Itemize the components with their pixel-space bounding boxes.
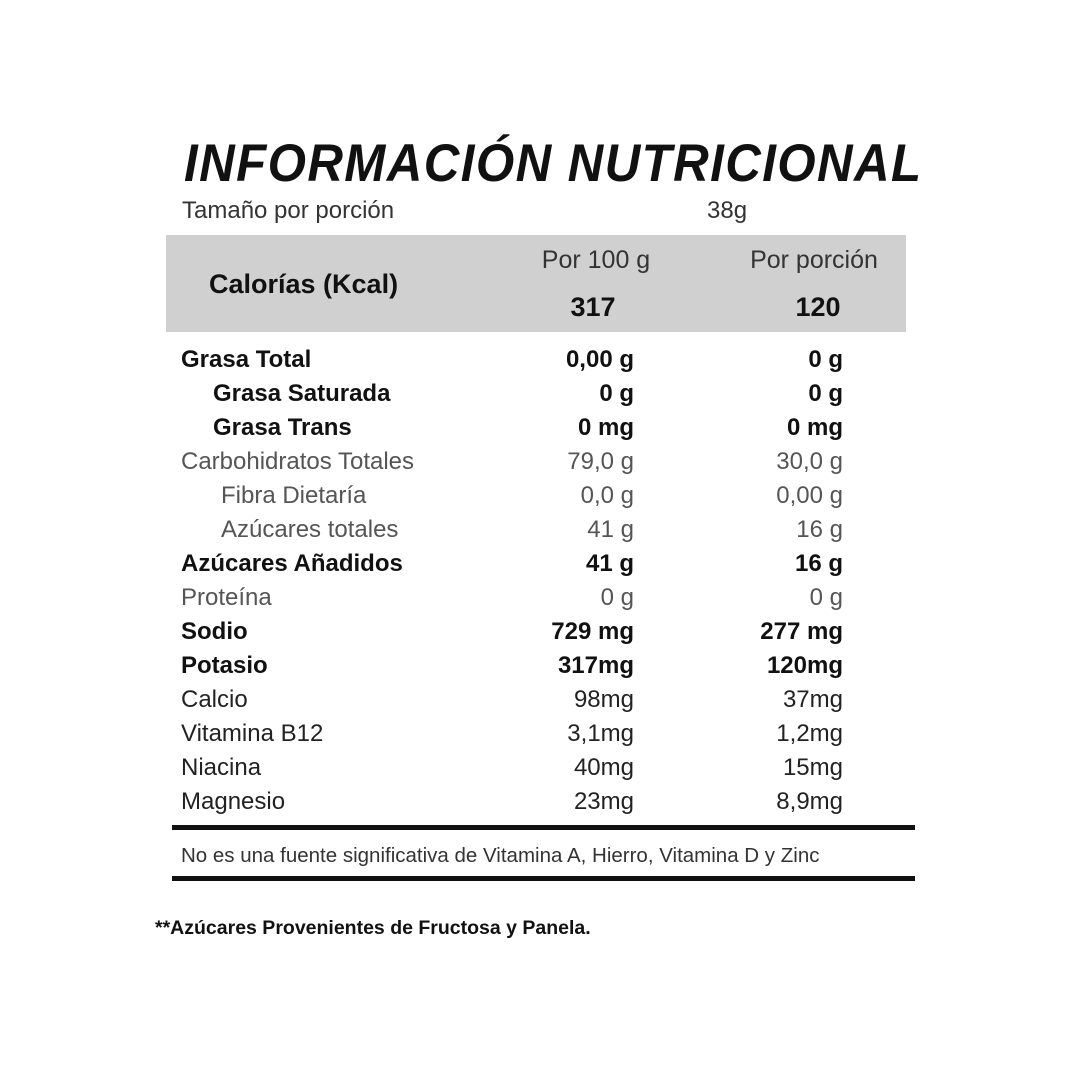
nutrient-row-calcio xyxy=(0,683,1080,717)
divider-top xyxy=(172,825,915,830)
nutrient-name: Fibra Dietaría xyxy=(221,482,367,509)
nutrient-per-serving: 16 g xyxy=(794,550,843,577)
calories-label: Calorías (Kcal) xyxy=(209,269,399,299)
nutrient-per-100g: 41 g xyxy=(585,550,634,577)
nutrient-name: Azúcares totales xyxy=(221,516,399,543)
nutrient-name: Vitamina B12 xyxy=(181,720,324,747)
column-header-per-serving: Por porción xyxy=(750,246,878,274)
nutrient-row-azucares-anadidos xyxy=(0,547,1080,581)
nutrient-per-serving: 37mg xyxy=(782,686,843,713)
nutrient-per-serving: 0 g xyxy=(808,346,843,373)
serving-size-label: Tamaño por porción xyxy=(182,197,395,224)
nutrient-per-serving: 120mg xyxy=(766,652,843,679)
nutrient-per-serving: 16 g xyxy=(796,516,843,543)
label-title: INFORMACIÓN NUTRICIONAL xyxy=(184,134,923,193)
nutrient-per-100g: 0,00 g xyxy=(565,346,634,373)
nutrient-per-serving: 15mg xyxy=(782,754,843,781)
nutrient-name: Grasa Saturada xyxy=(213,380,391,407)
nutrient-table xyxy=(0,343,1080,819)
nutrient-per-100g: 0 g xyxy=(600,584,634,611)
divider-bottom xyxy=(172,876,915,881)
nutrient-per-serving: 30,0 g xyxy=(776,448,843,475)
nutrient-row-niacina xyxy=(0,751,1080,785)
nutrient-name: Azúcares Añadidos xyxy=(181,550,403,577)
nutrient-per-serving: 0 g xyxy=(809,584,843,611)
nutrient-row-vitamina-b12 xyxy=(0,717,1080,751)
nutrient-row-carbohidratos xyxy=(0,445,1080,479)
nutrient-per-100g: 0,0 g xyxy=(580,482,634,509)
calories-per-100g: 317 xyxy=(570,292,616,322)
nutrient-row-grasa-trans xyxy=(0,411,1080,445)
nutrient-per-100g: 79,0 g xyxy=(567,448,634,475)
nutrient-per-100g: 729 mg xyxy=(551,618,634,645)
nutrient-name: Carbohidratos Totales xyxy=(181,448,415,475)
nutrient-per-100g: 317mg xyxy=(557,652,634,679)
column-header-per-100g: Por 100 g xyxy=(541,246,651,274)
nutrient-per-100g: 98mg xyxy=(573,686,634,713)
calories-per-serving: 120 xyxy=(795,292,841,322)
nutrient-name: Proteína xyxy=(181,584,272,611)
nutrient-per-serving: 0 g xyxy=(808,380,843,407)
nutrient-per-serving: 0,00 g xyxy=(776,482,843,509)
nutrient-name: Grasa Total xyxy=(181,346,312,373)
footnote-text: **Azúcares Provenientes de Fructosa y Panela. xyxy=(155,917,591,939)
nutrient-row-fibra xyxy=(0,479,1080,513)
nutrient-row-potasio xyxy=(0,649,1080,683)
nutrient-per-100g: 0 mg xyxy=(577,414,634,441)
nutrient-row-sodio xyxy=(0,615,1080,649)
nutrient-name: Magnesio xyxy=(181,788,286,815)
nutrient-per-serving: 277 mg xyxy=(760,618,843,645)
nutrient-name: Grasa Trans xyxy=(213,414,352,441)
nutrient-per-100g: 0 g xyxy=(599,380,634,407)
nutrient-per-100g: 3,1mg xyxy=(567,720,634,747)
disclaimer-text: No es una fuente significativa de Vitamina A, Hierro, Vitamina D y Zinc xyxy=(181,844,820,867)
nutrient-name: Sodio xyxy=(181,618,248,645)
nutrient-per-100g: 41 g xyxy=(587,516,634,543)
nutrient-per-serving: 0 mg xyxy=(786,414,843,441)
nutrient-row-magnesio xyxy=(0,785,1080,819)
nutrient-name: Calcio xyxy=(181,686,248,713)
nutrient-row-azucares-totales xyxy=(0,513,1080,547)
nutrient-per-serving: 1,2mg xyxy=(776,720,843,747)
nutrient-row-proteina xyxy=(0,581,1080,615)
nutrient-per-100g: 40mg xyxy=(573,754,634,781)
nutrient-per-100g: 23mg xyxy=(573,788,634,815)
nutrient-name: Potasio xyxy=(181,652,268,679)
nutrient-row-grasa-saturada xyxy=(0,377,1080,411)
nutrient-per-serving: 8,9mg xyxy=(776,788,843,815)
serving-size-value: 38g xyxy=(707,197,748,224)
nutrient-row-grasa-total xyxy=(0,343,1080,377)
nutrient-name: Niacina xyxy=(181,754,262,781)
